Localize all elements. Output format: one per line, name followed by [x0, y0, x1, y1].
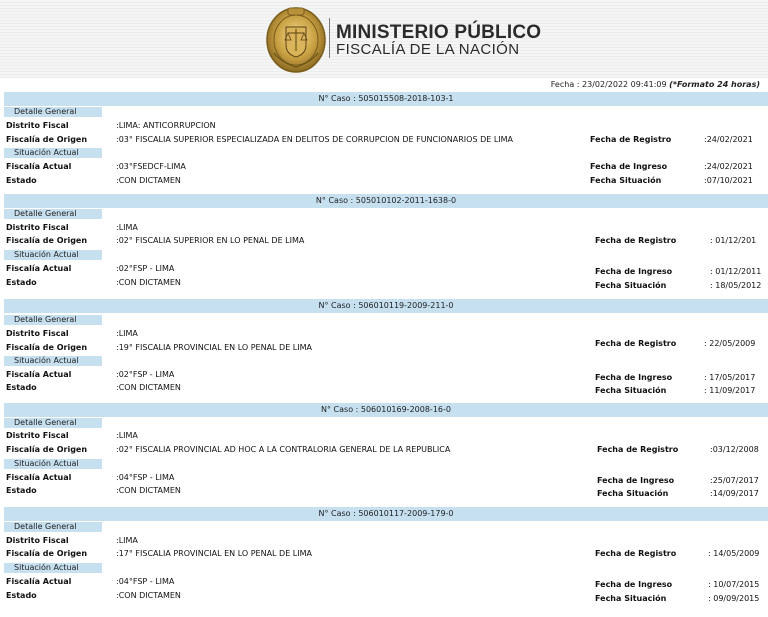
detalle-general-header: Detalle General: [4, 418, 102, 428]
case-block: [4, 507, 768, 611]
fecha-ingreso-value: : 01/12/2011: [710, 267, 762, 276]
fiscalia-origen-value: :03° FISCALIA SUPERIOR ESPECIALIZADA EN DELITOS DE CORRUPCION DE FUNCIONARIOS DE LIMA: [116, 135, 514, 144]
fecha-registro-value: : 01/12/201: [710, 236, 757, 245]
fecha-registro-value: : 14/05/2009: [708, 549, 760, 558]
fiscalia-origen-label: Fiscalía de Origen: [6, 343, 88, 352]
distrito-fiscal-value: :LIMA: [116, 329, 138, 338]
situacion-actual-header: Situación Actual: [4, 563, 102, 573]
distrito-fiscal-value: :LIMA: [116, 223, 138, 232]
brand-divider: [329, 18, 330, 58]
case-number: N° Caso : 505010102-2011-1638-0: [4, 194, 768, 208]
fiscalia-origen-value: :19° FISCALIA PROVINCIAL EN LO PENAL DE LIMA: [116, 343, 312, 352]
fiscalia-origen-value: :02° FISCALIA SUPERIOR EN LO PENAL DE LIMA: [116, 236, 305, 245]
estado-value: :CON DICTAMEN: [116, 278, 181, 287]
estado-value: :CON DICTAMEN: [116, 383, 181, 392]
fiscalia-actual-label: Fiscalía Actual: [6, 370, 72, 379]
fiscalia-origen-label: Fiscalía de Origen: [6, 549, 88, 558]
fiscalia-actual-label: Fiscalía Actual: [6, 162, 72, 171]
fecha-ingreso-label: Fecha de Ingreso: [595, 267, 673, 276]
case-number: N° Caso : 505015508-2018-103-1: [4, 92, 768, 106]
ministerio-publico-seal-logo: [264, 3, 328, 75]
estado-label: Estado: [6, 176, 37, 185]
fecha-situacion-value: : 11/09/2017: [704, 386, 756, 395]
detalle-general-header: Detalle General: [4, 315, 102, 325]
fiscalia-origen-label: Fiscalía de Origen: [6, 236, 88, 245]
situacion-actual-header: Situación Actual: [4, 250, 102, 260]
detalle-general-header: Detalle General: [4, 522, 102, 532]
fecha-registro-value: :03/12/2008: [710, 445, 759, 454]
fecha-registro-label: Fecha de Registro: [595, 236, 677, 245]
estado-label: Estado: [6, 486, 37, 495]
fecha-registro-label: Fecha de Registro: [595, 549, 677, 558]
situacion-actual-header: Situación Actual: [4, 148, 102, 158]
distrito-fiscal-label: Distrito Fiscal: [6, 536, 69, 545]
fiscalia-actual-value: :02°FSP - LIMA: [116, 264, 175, 273]
fecha-ingreso-label: Fecha de Ingreso: [590, 162, 668, 171]
report-date-value: 23/02/2022 09:41:09: [582, 80, 667, 89]
fecha-situacion-label: Fecha Situación: [595, 594, 667, 603]
fiscalia-actual-label: Fiscalía Actual: [6, 264, 72, 273]
fecha-registro-value: : 22/05/2009: [704, 339, 756, 348]
fecha-situacion-value: : 09/09/2015: [708, 594, 760, 603]
fecha-situacion-value: :07/10/2021: [704, 176, 753, 185]
estado-label: Estado: [6, 591, 37, 600]
fiscalia-actual-value: :04°FSP - LIMA: [116, 577, 175, 586]
situacion-actual-header: Situación Actual: [4, 356, 102, 366]
fecha-ingreso-label: Fecha de Ingreso: [595, 580, 673, 589]
fiscalia-actual-label: Fiscalía Actual: [6, 577, 72, 586]
fiscalia-actual-value: :04°FSP - LIMA: [116, 473, 175, 482]
case-block: [4, 403, 768, 505]
fiscalia-origen-label: Fiscalía de Origen: [6, 445, 88, 454]
estado-label: Estado: [6, 383, 37, 392]
fecha-registro-label: Fecha de Registro: [590, 135, 672, 144]
brand-title: MINISTERIO PÚBLICO: [336, 22, 542, 43]
case-block: [4, 92, 768, 194]
fecha-registro-value: :24/02/2021: [704, 135, 753, 144]
page-header: [0, 0, 768, 78]
fecha-situacion-value: : 18/05/2012: [710, 281, 762, 290]
fiscalia-origen-value: :02° FISCALIA PROVINCIAL AD HOC A LA CONTRALORIA GENERAL DE LA REPUBLICA: [116, 445, 451, 454]
fecha-ingreso-value: :25/07/2017: [710, 476, 759, 485]
case-number: N° Caso : 506010117-2009-179-0: [4, 507, 768, 521]
fecha-ingreso-value: : 10/07/2015: [708, 580, 760, 589]
distrito-fiscal-value: :LIMA: ANTICORRUPCION: [116, 121, 216, 130]
estado-value: :CON DICTAMEN: [116, 591, 181, 600]
distrito-fiscal-label: Distrito Fiscal: [6, 121, 69, 130]
report-date: [551, 80, 760, 89]
situacion-actual-header: Situación Actual: [4, 459, 102, 469]
fecha-ingreso-label: Fecha de Ingreso: [595, 373, 673, 382]
distrito-fiscal-value: :LIMA: [116, 536, 138, 545]
fiscalia-actual-value: :03°FSEDCF-LIMA: [116, 162, 186, 171]
case-number: N° Caso : 506010169-2008-16-0: [4, 403, 768, 417]
fecha-registro-label: Fecha de Registro: [597, 445, 679, 454]
fecha-situacion-label: Fecha Situación: [595, 281, 667, 290]
fecha-situacion-label: Fecha Situación: [595, 386, 667, 395]
detalle-general-header: Detalle General: [4, 209, 102, 219]
fecha-situacion-label: Fecha Situación: [597, 489, 669, 498]
brand-subtitle: FISCALÍA DE LA NACIÓN: [336, 41, 520, 58]
report-date-label: Fecha :: [550, 80, 580, 89]
fecha-ingreso-label: Fecha de Ingreso: [597, 476, 675, 485]
estado-value: :CON DICTAMEN: [116, 176, 181, 185]
case-block: [4, 299, 768, 403]
case-number: N° Caso : 506010119-2009-211-0: [4, 299, 768, 313]
fiscalia-origen-label: Fiscalía de Origen: [6, 135, 88, 144]
fiscalia-actual-value: :02°FSP - LIMA: [116, 370, 175, 379]
estado-value: :CON DICTAMEN: [116, 486, 181, 495]
distrito-fiscal-label: Distrito Fiscal: [6, 329, 69, 338]
estado-label: Estado: [6, 278, 37, 287]
distrito-fiscal-label: Distrito Fiscal: [6, 431, 69, 440]
distrito-fiscal-label: Distrito Fiscal: [6, 223, 69, 232]
report-date-note: (*Formato 24 horas): [669, 80, 760, 89]
fecha-ingreso-value: : 17/05/2017: [704, 373, 756, 382]
fiscalia-actual-label: Fiscalía Actual: [6, 473, 72, 482]
fecha-situacion-value: :14/09/2017: [710, 489, 759, 498]
distrito-fiscal-value: :LIMA: [116, 431, 138, 440]
fecha-situacion-label: Fecha Situación: [590, 176, 662, 185]
fiscalia-origen-value: :17° FISCALIA PROVINCIAL EN LO PENAL DE LIMA: [116, 549, 312, 558]
fecha-ingreso-value: :24/02/2021: [704, 162, 753, 171]
detalle-general-header: Detalle General: [4, 107, 102, 117]
case-block: [4, 194, 768, 298]
fecha-registro-label: Fecha de Registro: [595, 339, 677, 348]
